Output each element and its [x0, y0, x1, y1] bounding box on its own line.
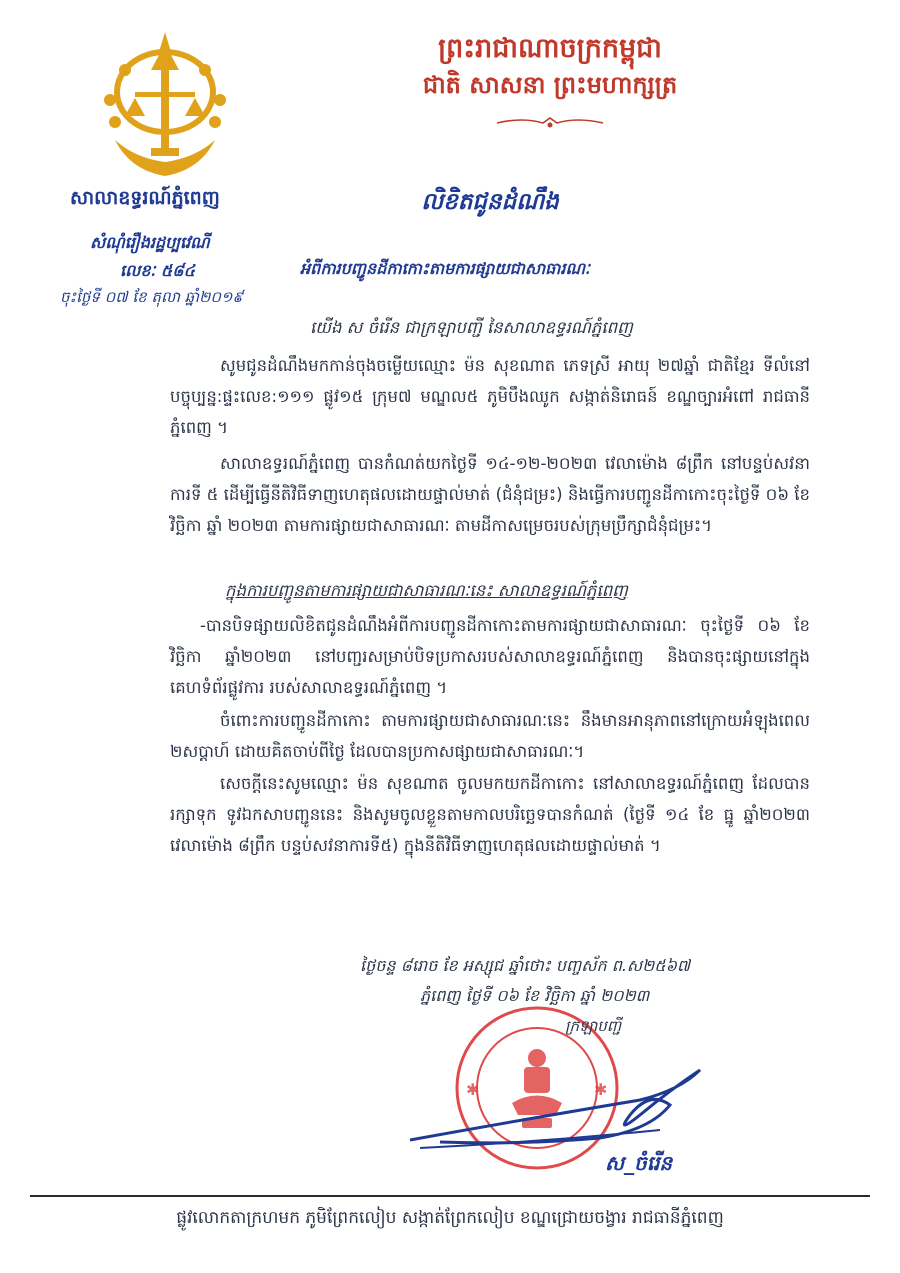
national-motto: ជាតិ សាសនា ព្រះមហាក្សត្រ	[422, 71, 678, 99]
department-name: សំណុំរឿងរដ្ឋប្បវេណី	[90, 233, 210, 252]
signer-role: ក្រឡាបញ្ជី	[565, 1017, 622, 1035]
document-subject: អំពីការបញ្ជូនដីកាកោះតាមការផ្សាយជាសាធារណៈ	[300, 259, 590, 278]
signer-name: ស_ចំរើន	[605, 1151, 673, 1175]
decorative-divider	[495, 116, 605, 130]
document-title: លិខិតជូនដំណឹង	[421, 189, 559, 215]
handwritten-signature	[400, 1060, 720, 1155]
paragraph-hearing: សាលាឧទ្ធរណ៍ភ្នំពេញ បានកំណត់យកថ្ងៃទី ១៤-១២-២០២៣ វេលាម៉ោង ៨ព្រឹក នៅបន្ទប់សវនាការទី ៥ ដើម្បីធ្វើនីតិវិធីទាញហេតុផលដោយផ្ទាល់មាត់ (ជំនុំជម្រះ) និងធ្វើការបញ្ជូនដីកាកោះចុះថ្ងៃទី ០៦ ខែ វិច្ឆិកា ឆ្នាំ ២០២៣ តាមការផ្សាយជាសាធារណៈ តាមដីកាសម្រេចរបស់ក្រុមប្រឹក្សាជំនុំជម្រះ។	[170, 454, 810, 535]
section-heading: ក្នុងការបញ្ជូនតាមការផ្សាយជាសាធារណៈនេះ សាលាឧទ្ធរណ៍ភ្នំពេញ	[225, 581, 628, 600]
svg-text:✱: ✱	[466, 1080, 480, 1099]
court-emblem-logo	[95, 30, 235, 185]
paragraph-summons: សេចក្តីនេះសូមឈ្មោះ ម៉ន សុខណាត ចូលមកយកដីកាកោះ នៅសាលាឧទ្ធរណ៍ភ្នំពេញ ដែលបានរក្សាទុក ទូវឯកសាបញ្ជូននេះ និងសូមចូលខ្លួនតាមកាលបរិច្ឆេទបានកំណត់ (ថ្ងៃទី ១៤ ខែ ធ្នូ ឆ្នាំ២០២៣ វេលាម៉ោង ៨ព្រឹក បន្ទប់សវនាការទី៥) ក្នុងនីតិវិធីទាញហេតុផលដោយផ្ទាល់មាត់ ។	[170, 774, 810, 855]
court-name: សាលាឧទ្ធរណ៍ភ្នំពេញ	[70, 187, 220, 209]
svg-text:✱: ✱	[594, 1080, 608, 1099]
paragraph-posting: -បានបិទផ្សាយលិខិតជូនដំណឹងអំពីការបញ្ជូនដីកាកោះតាមការផ្សាយជាសាធារណៈ ចុះថ្ងៃទី ០៦ ខែ វិច្ឆិកា ឆ្នាំ២០២៣ នៅបញ្ជរសម្រាប់បិទប្រកាសរបស់សាលាឧទ្ធរណ៍ភ្នំពេញ និងបានចុះផ្សាយនៅក្នុងគេហទំព័រផ្លូវការ របស់សាលាឧទ្ធរណ៍ភ្នំពេញ ។	[170, 616, 810, 697]
lunar-date: ថ្ងៃចន្ទ ៨រោច ខែ អស្សុជ ឆ្នាំថោះ បញ្ចស័ក ព.ស២៥៦៧	[360, 956, 691, 975]
kingdom-title: ព្រះរាជាណាចក្រកម្ពុជា	[438, 33, 662, 64]
place-and-date: ភ្នំពេញ ថ្ងៃទី ០៦ ខែ វិច្ឆិកា ឆ្នាំ ២០២៣	[420, 986, 650, 1005]
footer-address: ផ្លូវលោកតាក្រហមក ភូមិព្រែកលៀប សង្កាត់ព្រែកលៀប ខណ្ឌជ្រោយចង្វារ រាជធានីភ្នំពេញ	[176, 1208, 724, 1228]
document-number: លេខៈ ៥៨៤	[120, 261, 195, 280]
paragraph-notice: សូមជូនដំណឹងមកកាន់ចុងចម្លើយឈ្មោះ ម៉ន សុខណាត ភេទស្រី អាយុ ២៧ឆ្នាំ ជាតិខ្មែរ ទីលំនៅបច្ចុប្បន្ន:ផ្ទះលេខ:១១១ ផ្លូវ១៥ ក្រុម៧ មណ្ឌល៥ ភូមិបឹងឈូក សង្កាត់និរោធន៍ ខណ្ឌច្បារអំពៅ រាជធានីភ្នំពេញ ។	[170, 356, 810, 437]
paragraph-effect: ចំពោះការបញ្ជូនដីកាកោះ តាមការផ្សាយជាសាធារណៈនេះ នឹងមានអានុភាពនៅក្រោយអំឡុងពេល ២សប្តាហ៍ ដោយគិតចាប់ពីថ្ងៃ ដែលបានប្រកាសផ្សាយជាសាធារណៈ។	[170, 711, 810, 761]
document-date: ចុះថ្ងៃទី ០៧ ខែ តុលា ឆ្នាំ២០១៩	[60, 288, 243, 306]
salutation: យើង ស ចំរើន ជាក្រឡាបញ្ជី នៃសាលាឧទ្ធរណ៍ភ្នំពេញ	[310, 318, 633, 337]
footer-divider	[30, 1195, 870, 1197]
